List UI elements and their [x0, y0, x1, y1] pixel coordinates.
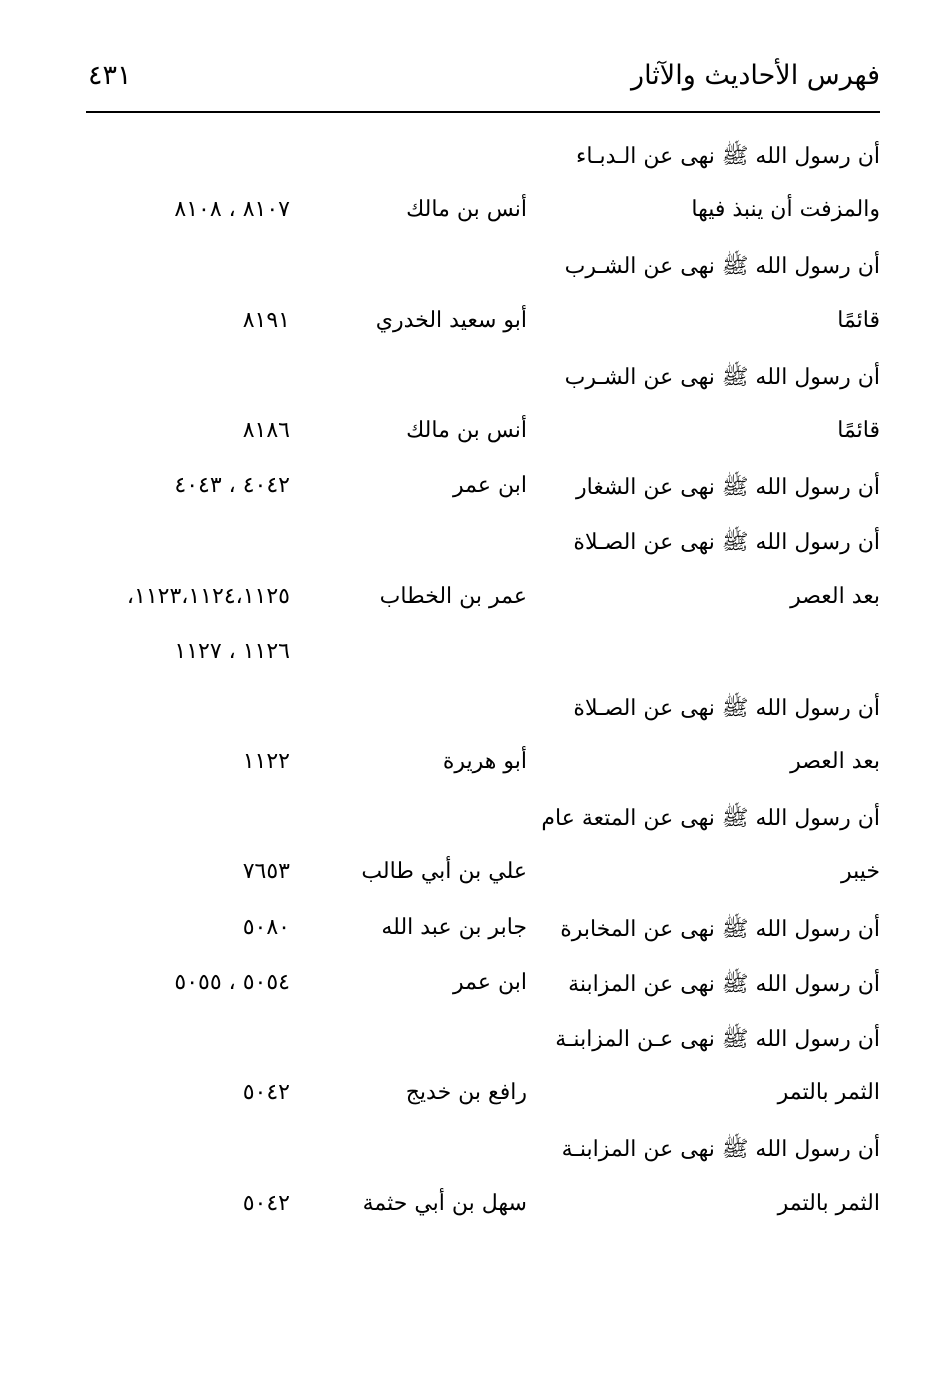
hadith-text: أن رسول الله ﷺ نهى عن الشـرب: [564, 364, 880, 390]
page-header: [0, 0, 932, 116]
table-row: [0, 1011, 932, 1066]
hadith-text: أن رسول الله ﷺ نهى عن الشغار: [576, 475, 880, 501]
table-row: [0, 625, 932, 680]
hadith-numbers: ١١٢٢: [242, 749, 290, 775]
table-row: [0, 459, 932, 514]
narrator: سهل بن أبي حثمة: [362, 1190, 527, 1216]
hadith-numbers: ٥٠٤٢: [242, 1080, 290, 1106]
hadith-text: بعد العصر: [790, 583, 880, 609]
table-row: [0, 570, 932, 625]
index-table: [0, 128, 932, 1232]
table-row: [0, 901, 932, 956]
table-row: [0, 790, 932, 845]
hadith-text: أن رسول الله ﷺ نهى عن الشـرب: [564, 254, 880, 280]
table-row: [0, 956, 932, 1011]
table-row: [0, 238, 932, 293]
hadith-text: أن رسول الله ﷺ نهى عن المزابنة: [568, 971, 880, 997]
narrator: علي بن أبي طالب: [361, 859, 527, 885]
hadith-numbers: ٥٠٥٤ ، ٥٠٥٥: [174, 969, 290, 995]
narrator: أبو سعيد الخدري: [375, 307, 527, 333]
hadith-numbers: ٨١٨٦: [242, 417, 290, 443]
header-rule: [86, 111, 880, 113]
hadith-text: أن رسول الله ﷺ نهى عن الـدبـاء: [575, 144, 880, 169]
hadith-text: أن رسول الله ﷺ نهى عن المتعة عام: [541, 806, 880, 832]
table-row: [0, 735, 932, 790]
narrator: أنس بن مالك: [406, 417, 527, 443]
hadith-text: بعد العصر: [790, 749, 880, 775]
table-row: [0, 128, 932, 183]
hadith-numbers: ٨١٩١: [242, 307, 290, 333]
hadith-numbers: ٥٠٤٢: [242, 1190, 290, 1216]
hadith-numbers: ٧٦٥٣: [242, 859, 290, 885]
narrator: ابن عمر: [453, 473, 527, 499]
table-row: [0, 349, 932, 404]
hadith-numbers: ٤٠٤٢ ، ٤٠٤٣: [174, 473, 290, 499]
hadith-numbers: ٨١٠٧ ، ٨١٠٨: [174, 197, 290, 223]
table-row: [0, 514, 932, 569]
narrator: أبو هريرة: [442, 749, 527, 775]
table-row: [0, 183, 932, 238]
narrator: جابر بن عبد الله: [381, 914, 527, 940]
page-number: ٤٣١: [88, 60, 132, 91]
hadith-text: أن رسول الله ﷺ نهى عن المزابنـة: [561, 1137, 880, 1163]
table-row: [0, 404, 932, 459]
hadith-text: خيبر: [840, 859, 880, 885]
hadith-numbers: ١١٢٦ ، ١١٢٧: [174, 638, 290, 664]
hadith-numbers: ٥٠٨٠: [242, 914, 290, 940]
hadith-text: الثمر بالتمر: [777, 1080, 880, 1106]
hadith-text: قائمًا: [837, 307, 880, 333]
hadith-text: أن رسول الله ﷺ نهى عـن المزابنـة: [555, 1027, 880, 1052]
hadith-text: أن رسول الله ﷺ نهى عن الصـلاة: [573, 530, 880, 556]
narrator: عمر بن الخطاب: [379, 583, 527, 609]
hadith-text: أن رسول الله ﷺ نهى عن المخابرة: [560, 916, 880, 942]
hadith-numbers: ١١٢٣،١١٢٤،١١٢٥،: [126, 583, 290, 609]
hadith-text: الثمر بالتمر: [777, 1190, 880, 1216]
table-row: [0, 1066, 932, 1121]
hadith-text: أن رسول الله ﷺ نهى عن الصـلاة: [573, 695, 880, 721]
table-row: [0, 1121, 932, 1176]
table-row: [0, 680, 932, 735]
table-row: [0, 1177, 932, 1232]
narrator: ابن عمر: [453, 969, 527, 995]
narrator: رافع بن خديج: [405, 1080, 527, 1106]
table-row: [0, 845, 932, 900]
hadith-text: والمزفت أن ينبذ فيها: [691, 197, 880, 223]
table-row: [0, 294, 932, 349]
narrator: أنس بن مالك: [406, 197, 527, 223]
hadith-text: قائمًا: [837, 417, 880, 443]
header-title: فهرس الأحاديث والآثار: [631, 60, 880, 91]
